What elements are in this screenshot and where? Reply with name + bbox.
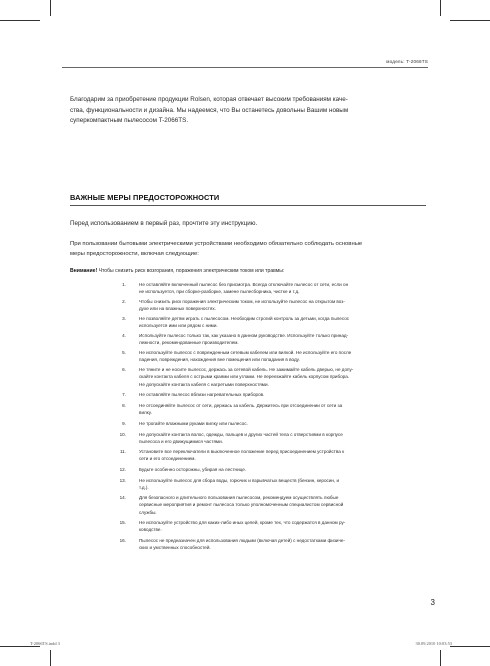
item-number: 1. [122,282,126,287]
item-number: 10. [119,432,126,437]
crop-mark [450,20,490,21]
item-text: службы. [139,509,157,515]
item-text: Будьте особенно осторожны, убирая на лестнице. [139,467,247,472]
footer-filename: T-2066TS.indd 3 [30,641,60,646]
section-title: ВАЖНЫЕ МЕРЫ ПРЕДОСТОРОЖНОСТИ [70,193,220,202]
item-text: Не допускайте контакта кабеля с нагретыми поверхностями. [139,381,269,387]
item-number: 8. [122,403,126,408]
crop-mark [50,650,51,666]
item-text: сети и его отсоединением. [139,456,196,462]
item-number: 2. [122,299,126,304]
crop-mark [50,0,51,16]
item-text: Не допускайте контакта волос, одежды, пальцев и других частей тела с отверстиями в корпусе [139,432,343,437]
item-number: 14. [119,495,126,500]
item-text: вилку. [139,410,152,416]
item-text: Не используйте пылесос для сбора воды, горючих и взрывчатых веществ (бензин, керосин, и [139,478,340,483]
warning-line [70,268,430,274]
item-text: Чтобы снизить риск поражения электрическим током, не используйте пылесос на открытом воз- [139,299,345,304]
intro-line: Благодарим за приобретение продукции Rolsen, которая отвечает высоким требованиям каче- [70,96,348,103]
usage-paragraph [70,239,426,259]
item-text: не используется, при сборке-разборке, замене пылесборника, чистке и т.д. [139,289,300,295]
item-number: 11. [119,449,126,454]
warning-label: Внимание! [70,268,98,274]
crop-mark [440,650,441,666]
crop-mark [440,0,441,16]
first-use-note: Перед использованием в первый раз, прочтите эту инструкцию. [70,220,258,227]
item-text: пылесоса и его движущимися частями. [139,439,223,445]
item-number: 6. [122,367,126,372]
item-number: 15. [119,520,126,525]
intro-paragraph [70,95,426,127]
item-text: Не используйте пылесос с поврежденным сетевым кабелем или вилкой. Не используйте его после [139,350,352,355]
item-number: 7. [122,392,126,397]
item-text: Не позволяйте детям играть с пылесосом. Необходим строгий контроль за детьми, когда пылесос [139,316,350,321]
item-text: падения, повреждения, нахождения вне помещения или попадания в воду. [139,357,300,363]
item-number: 4. [122,333,126,338]
usage-line: меры предосторожности, включая следующие: [70,251,199,257]
item-text: т.д.). [139,485,149,491]
item-text: используется ими или рядом с ними. [139,323,218,329]
item-text: духе или на влажных поверхностях. [139,306,216,312]
item-text: сервисные мероприятия и ремонт пылесоса только уполномоченным специалистом сервисной [139,502,344,508]
warning-text: Чтобы снизить риск возгорания, поражения электрическим током или травмы: [97,268,285,274]
item-number: 12. [119,467,126,472]
item-number: 16. [119,538,126,543]
crop-mark [0,20,40,21]
item-text: Для безопасного и длительного пользования пылесосом, рекомендуем осуществлять любые [139,495,339,500]
header-rule [62,67,428,68]
section-rule [70,205,426,206]
footer-timestamp: 30.09.2010 10:03:53 [415,641,452,646]
item-text: Не оставляйте пылесос вблизи нагревательных приборов. [139,392,265,397]
item-text: скайте контакта кабеля с острыми краями или углами. Не переезжайте кабель корпусом прибора. [139,374,350,380]
item-text: лежности, рекомендованные производителем. [139,340,239,346]
item-number: 3. [122,316,126,321]
item-number: 13. [119,478,126,483]
item-text: Пылесос не предназначен для использования людьми (включая детей) с недостатками физиче- [139,538,345,543]
item-text: Не тяните и не носите пылесос, держась за сетевой кабель. Не зажимайте кабель дверью, не допу- [139,367,354,372]
item-number: 9. [122,421,126,426]
item-text: Установите все переключатели в выключенное положение перед присоединением устройства к [139,449,345,454]
crop-mark [0,646,40,647]
item-text: Не используйте устройство для каких-либо иных целей, кроме тех, что содержатся в данном ру- [139,520,346,525]
item-text: Не оставляйте включенный пылесос без присмотра. Всегда отключайте пылесос от сети, если он [139,282,349,287]
item-text: ководстве. [139,527,162,533]
page-number: 3 [430,598,435,607]
intro-line: суперкомпактным пылесосом T-2066TS. [70,117,189,124]
item-text: Используйте пылесос только так, как указано в данном руководстве. Используйте только принад- [139,333,349,338]
item-text: Не отсоединяйте пылесос от сети, держась за кабель. Держитесь при отсоединении от сети за [139,403,343,408]
intro-line: ства, функциональности и дизайна. Мы надеемся, что Вы останетесь довольны Вашим новым [70,106,349,114]
model-label: модель: T-2066TS [386,59,428,64]
crop-mark [450,646,490,647]
usage-line: При пользовании бытовыми электрическими устройствами необходимо обязательно соблюдать основные [70,241,363,247]
item-text: Не трогайте влажными руками вилку или пылесос. [139,421,248,426]
item-text: ских и умственных способностей. [139,545,211,551]
item-number: 5. [122,350,126,355]
